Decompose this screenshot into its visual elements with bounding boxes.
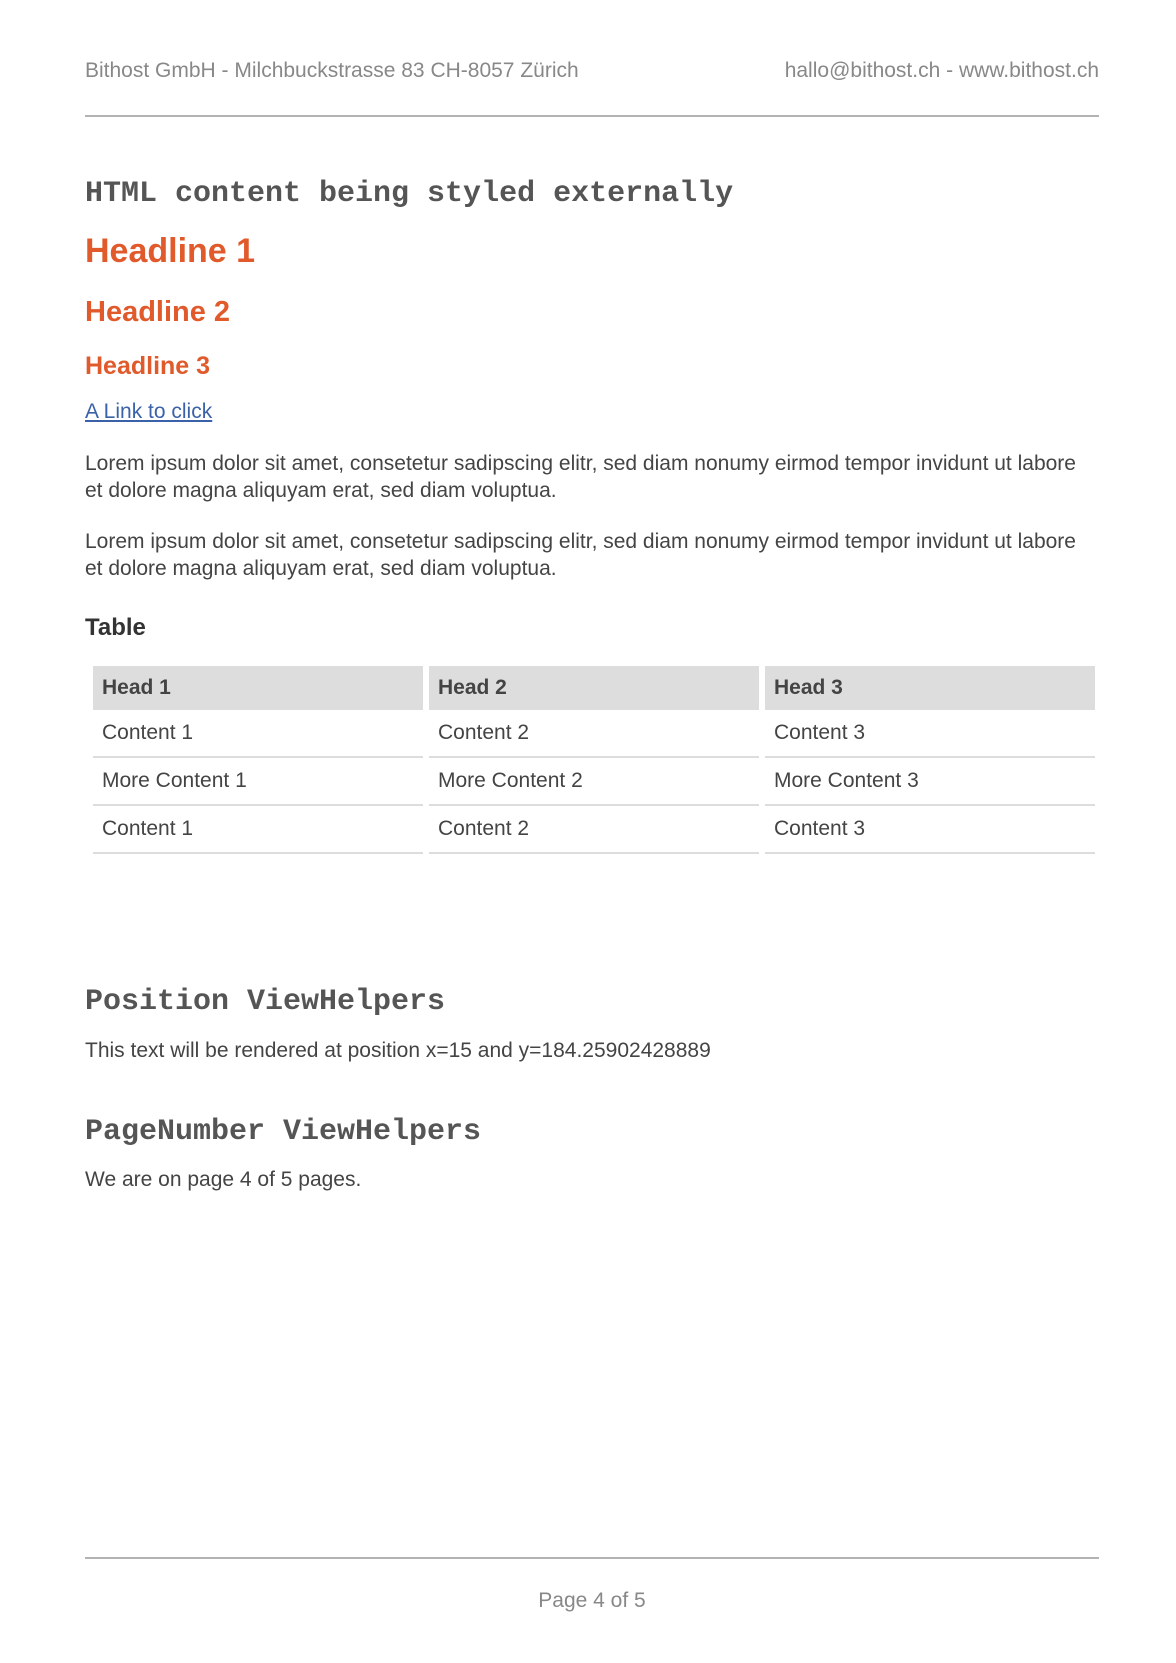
company-contact: hallo@bithost.ch - www.bithost.ch [784,59,1099,82]
click-link[interactable]: A Link to click [85,400,213,423]
table-header-cell: Head 3 [765,666,1095,710]
table-header-row [93,666,1095,710]
table-cell: Content 2 [429,710,759,758]
company-address: Bithost GmbH - Milchbuckstrasse 83 CH-8057 Zürich [85,59,579,82]
table-row [93,710,1095,758]
table-cell: Content 1 [93,806,423,854]
headline-1: Headline 1 [85,232,256,270]
table-row [93,758,1095,806]
table-cell: More Content 1 [93,758,423,806]
paragraph-1: Lorem ipsum dolor sit amet, consetetur sadipscing elitr, sed diam nonumy eirmod tempor invidunt ut labore et dolore magna aliquyam erat, sed diam voluptua. [85,452,1076,502]
pagenumber-section-text: We are on page 4 of 5 pages. [85,1168,362,1191]
pagenumber-section-title: PageNumber ViewHelpers [85,1115,482,1149]
page-number: Page 4 of 5 [538,1589,646,1612]
table-cell: Content 3 [765,806,1095,854]
table-cell: Content 1 [93,710,423,758]
headline-2: Headline 2 [85,296,231,328]
table-title: Table [85,614,146,641]
table-cell: Content 2 [429,806,759,854]
page-header [85,57,1099,117]
table-cell: Content 3 [765,710,1095,758]
position-section-text: This text will be rendered at position x=15 and y=184.25902428889 [85,1039,711,1062]
table-header-cell: Head 1 [93,666,423,710]
table-cell: More Content 2 [429,758,759,806]
page-title: HTML content being styled externally [85,177,734,211]
footer-divider [85,1557,1099,1559]
paragraph-2: Lorem ipsum dolor sit amet, consetetur sadipscing elitr, sed diam nonumy eirmod tempor invidunt ut labore et dolore magna aliquyam erat, sed diam voluptua. [85,530,1076,580]
table-cell: More Content 3 [765,758,1095,806]
main-content [85,174,1099,854]
position-section-title: Position ViewHelpers [85,985,446,1019]
table-row [93,806,1095,854]
content-table [87,666,1101,854]
table-header-cell: Head 2 [429,666,759,710]
headline-3: Headline 3 [85,352,211,380]
